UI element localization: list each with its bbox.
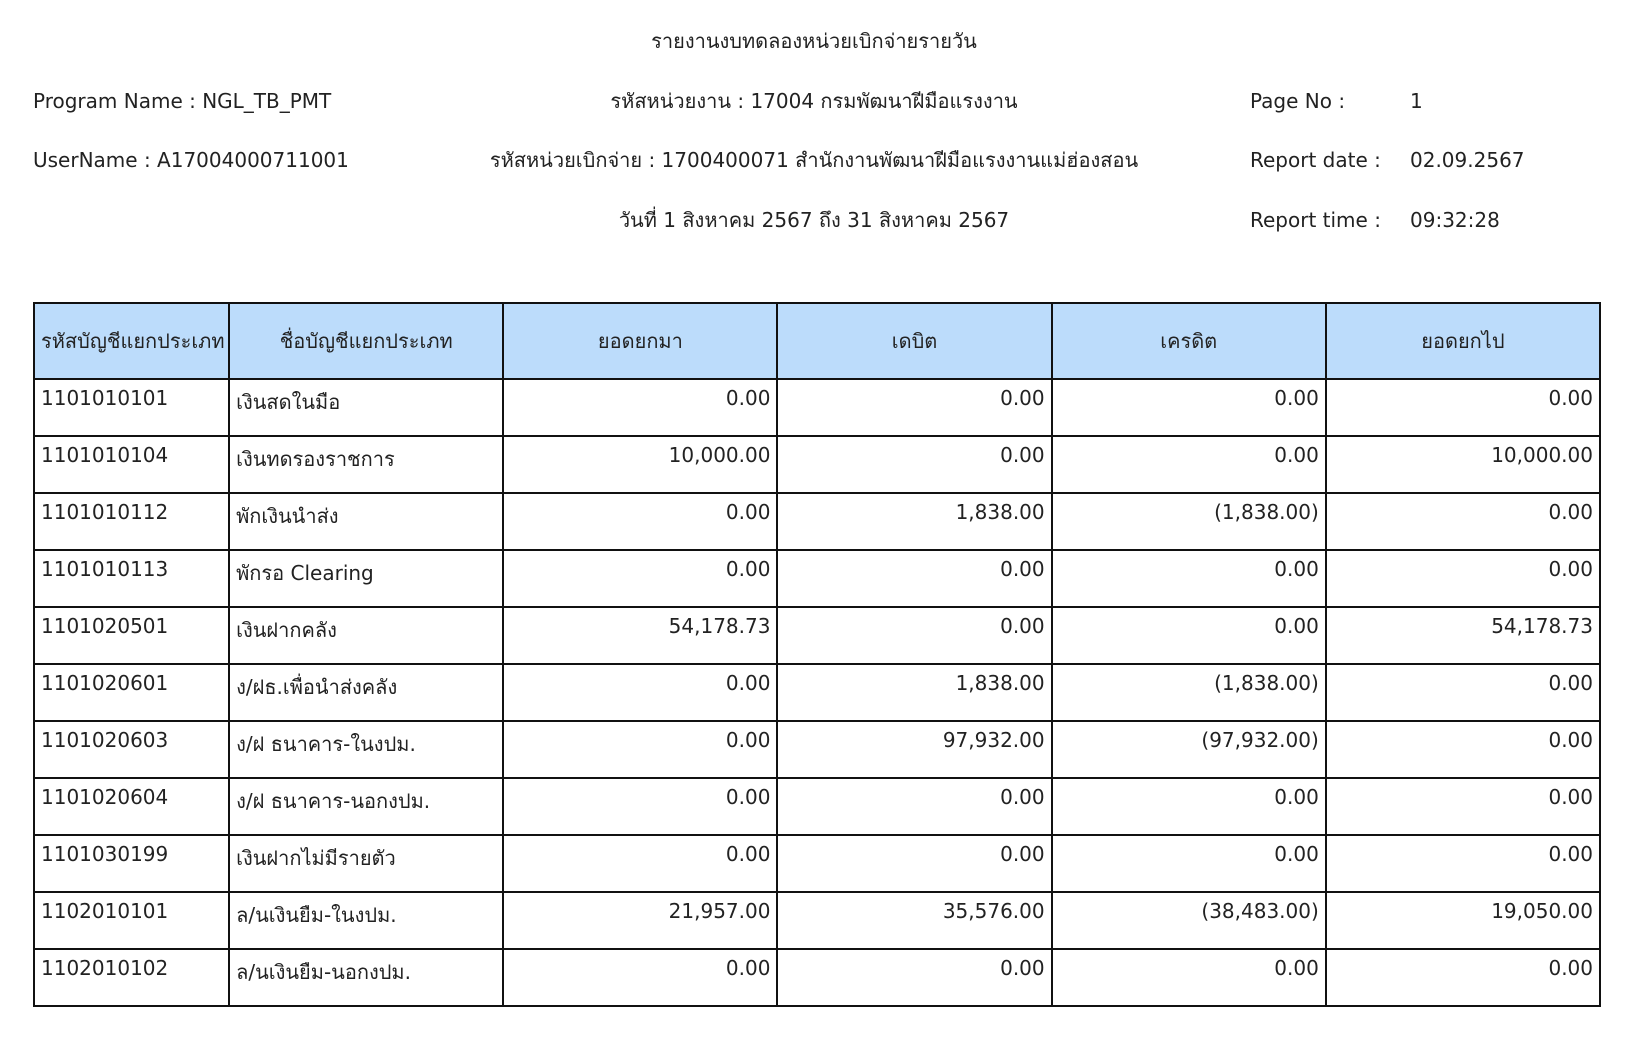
cell-debit: 0.00 <box>777 436 1051 493</box>
cell-account-name: ล/นเงินยืม-นอกงปม. <box>229 949 503 1006</box>
cell-debit: 0.00 <box>777 835 1051 892</box>
cell-account-code: 1101020604 <box>34 778 229 835</box>
cell-credit: 0.00 <box>1052 379 1326 436</box>
cell-opening-balance: 0.00 <box>503 778 777 835</box>
report-title: รายงานงบทดลองหน่วยเบิกจ่ายรายวัน <box>651 29 977 53</box>
report-time-value: 09:32:28 <box>1410 208 1500 232</box>
cell-account-code: 1101010101 <box>34 379 229 436</box>
cell-account-code: 1101020603 <box>34 721 229 778</box>
cell-opening-balance: 0.00 <box>503 835 777 892</box>
cell-credit: (1,838.00) <box>1052 493 1326 550</box>
cell-debit: 0.00 <box>777 778 1051 835</box>
table-header-row <box>34 303 1600 379</box>
trial-balance-table <box>33 302 1601 1007</box>
header-opening-balance: ยอดยกมา <box>503 303 777 379</box>
cell-opening-balance: 0.00 <box>503 550 777 607</box>
table-row <box>34 721 1600 778</box>
department-code: รหัสหน่วยงาน : 17004 กรมพัฒนาฝีมือแรงงาน <box>610 89 1018 113</box>
cell-credit: 0.00 <box>1052 835 1326 892</box>
table-row <box>34 778 1600 835</box>
cell-credit: 0.00 <box>1052 436 1326 493</box>
header-debit: เดบิต <box>777 303 1051 379</box>
cell-account-name: ล/นเงินยืม-ในงปม. <box>229 892 503 949</box>
cell-closing-balance: 19,050.00 <box>1326 892 1600 949</box>
cell-closing-balance: 54,178.73 <box>1326 607 1600 664</box>
cell-credit: 0.00 <box>1052 550 1326 607</box>
cell-debit: 0.00 <box>777 379 1051 436</box>
cell-account-name: ง/ฝ ธนาคาร-นอกงปม. <box>229 778 503 835</box>
report-date-label: Report date : <box>1250 148 1381 172</box>
date-range: วันที่ 1 สิงหาคม 2567 ถึง 31 สิงหาคม 2567 <box>618 208 1010 232</box>
cell-credit: 0.00 <box>1052 949 1326 1006</box>
cell-debit: 97,932.00 <box>777 721 1051 778</box>
cell-account-name: ง/ฝ ธนาคาร-ในงปม. <box>229 721 503 778</box>
cell-opening-balance: 0.00 <box>503 493 777 550</box>
cell-opening-balance: 0.00 <box>503 664 777 721</box>
cell-opening-balance: 0.00 <box>503 379 777 436</box>
cell-account-code: 1102010102 <box>34 949 229 1006</box>
cell-account-name: เงินฝากคลัง <box>229 607 503 664</box>
cell-credit: 0.00 <box>1052 607 1326 664</box>
cell-account-code: 1102010101 <box>34 892 229 949</box>
cell-account-name: เงินทดรองราชการ <box>229 436 503 493</box>
cell-closing-balance: 0.00 <box>1326 550 1600 607</box>
cell-credit: (38,483.00) <box>1052 892 1326 949</box>
cell-account-code: 1101020501 <box>34 607 229 664</box>
table-row <box>34 949 1600 1006</box>
page-number-label: Page No : <box>1250 89 1346 113</box>
cell-opening-balance: 54,178.73 <box>503 607 777 664</box>
cell-account-name: เงินฝากไม่มีรายตัว <box>229 835 503 892</box>
cell-account-name: ง/ฝธ.เพื่อนำส่งคลัง <box>229 664 503 721</box>
table-row <box>34 835 1600 892</box>
cell-debit: 0.00 <box>777 550 1051 607</box>
cell-opening-balance: 10,000.00 <box>503 436 777 493</box>
cell-closing-balance: 10,000.00 <box>1326 436 1600 493</box>
report-time-label: Report time : <box>1250 208 1381 232</box>
cell-closing-balance: 0.00 <box>1326 379 1600 436</box>
cell-account-code: 1101030199 <box>34 835 229 892</box>
header-account-name: ชื่อบัญชีแยกประเภท <box>229 303 503 379</box>
table-row <box>34 892 1600 949</box>
cell-opening-balance: 21,957.00 <box>503 892 777 949</box>
cell-closing-balance: 0.00 <box>1326 778 1600 835</box>
cell-closing-balance: 0.00 <box>1326 949 1600 1006</box>
cell-debit: 0.00 <box>777 607 1051 664</box>
header-account-code: รหัสบัญชีแยกประเภท <box>34 303 229 379</box>
page-number-value: 1 <box>1410 89 1423 113</box>
table-row <box>34 493 1600 550</box>
table-row <box>34 379 1600 436</box>
program-name: Program Name : NGL_TB_PMT <box>33 89 332 113</box>
user-name: UserName : A17004000711001 <box>33 148 349 172</box>
header-closing-balance: ยอดยกไป <box>1326 303 1600 379</box>
cell-account-name: เงินสดในมือ <box>229 379 503 436</box>
cell-debit: 0.00 <box>777 949 1051 1006</box>
report-date-value: 02.09.2567 <box>1410 148 1525 172</box>
cell-account-name: พักเงินนำส่ง <box>229 493 503 550</box>
table-row <box>34 664 1600 721</box>
cell-credit: (1,838.00) <box>1052 664 1326 721</box>
cell-account-name: พักรอ Clearing <box>229 550 503 607</box>
cell-opening-balance: 0.00 <box>503 949 777 1006</box>
cell-credit: 0.00 <box>1052 778 1326 835</box>
cell-closing-balance: 0.00 <box>1326 721 1600 778</box>
cell-closing-balance: 0.00 <box>1326 493 1600 550</box>
table-row <box>34 436 1600 493</box>
cell-credit: (97,932.00) <box>1052 721 1326 778</box>
header-credit: เครดิต <box>1052 303 1326 379</box>
cell-account-code: 1101010112 <box>34 493 229 550</box>
cell-closing-balance: 0.00 <box>1326 835 1600 892</box>
cell-closing-balance: 0.00 <box>1326 664 1600 721</box>
cell-account-code: 1101010113 <box>34 550 229 607</box>
cell-account-code: 1101020601 <box>34 664 229 721</box>
cell-opening-balance: 0.00 <box>503 721 777 778</box>
cell-debit: 35,576.00 <box>777 892 1051 949</box>
cell-account-code: 1101010104 <box>34 436 229 493</box>
cell-debit: 1,838.00 <box>777 664 1051 721</box>
cell-debit: 1,838.00 <box>777 493 1051 550</box>
table-row <box>34 550 1600 607</box>
table-row <box>34 607 1600 664</box>
disbursing-unit-code: รหัสหน่วยเบิกจ่าย : 1700400071 สำนักงานพัฒนาฝีมือแรงงานแม่ฮ่องสอน <box>489 148 1139 172</box>
